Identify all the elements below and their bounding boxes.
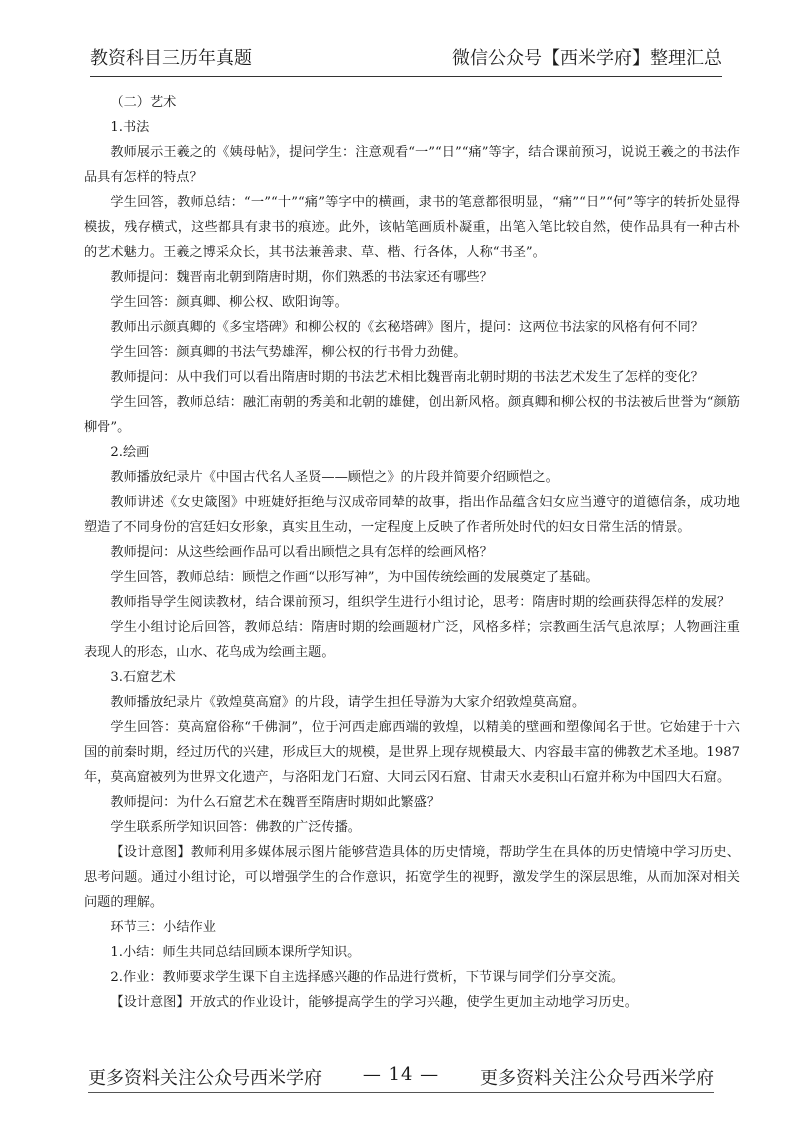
paragraph: 学生回答，教师总结：融汇南朝的秀美和北朝的雄健，创出新风格。颜真卿和柳公权的书法被后世誉为“颜筋柳骨”。 (84, 395, 740, 435)
page-number: — 14 — (362, 1064, 440, 1085)
paragraph: 1.小结：师生共同总结回顾本课所学知识。 (110, 945, 361, 960)
paragraph: 【设计意图】开放式的作业设计，能够提高学生的学习兴趣，使学生更加主动地学习历史。 (110, 995, 638, 1010)
paragraph: 学生回答：颜真卿、柳公权、欧阳询等。 (110, 295, 348, 310)
paragraph: 学生小组讨论后回答，教师总结：隋唐时期的绘画题材广泛，风格多样；宗教画生活气息浓厚；人物画注重表现人的形态，山水、花鸟成为绘画主题。 (84, 620, 740, 660)
paragraph: 教师播放纪录片《敦煌莫高窟》的片段，请学生担任导游为大家介绍敦煌莫高窟。 (110, 695, 586, 710)
paragraph: 环节三：小结作业 (110, 920, 216, 935)
paragraph: 教师提问：魏晋南北朝到隋唐时期，你们熟悉的书法家还有哪些？ (110, 270, 493, 285)
footer-left-note: 更多资料关注公众号西米学府 (88, 1068, 322, 1089)
paragraph: 教师播放纪录片《中国古代名人圣贤——顾恺之》的片段并简要介绍顾恺之。 (110, 470, 559, 485)
header-right-source: 微信公众号【西米学府】整理汇总 (452, 48, 722, 69)
page-footer (88, 1064, 714, 1093)
paragraph: 教师提问：为什么石窟艺术在魏晋至隋唐时期如此繁盛？ (110, 795, 441, 810)
paragraph: 教师讲述《女史箴图》中班婕妤拒绝与汉成帝同辇的故事，指出作品蕴含妇女应当遵守的道德信条，成功地塑造了不同身份的宫廷妇女形象，真实且生动，一定程度上反映了作者所处时代的妇女日常生活的情景。 (84, 495, 740, 535)
paragraph: 教师指导学生阅读教材，结合课前预习，组织学生进行小组讨论，思考：隋唐时期的绘画获得怎样的发展？ (110, 595, 731, 610)
header-left-title: 教资科目三历年真题 (90, 48, 252, 69)
footer-right-note: 更多资料关注公众号西米学府 (479, 1068, 714, 1089)
paragraph: 学生回答，教师总结：“一”“十”“痛”等字中的横画，隶书的笔意都很明显，“痛”“日”“何”等字的转折处显得模拔，残存横式，这些都具有隶书的痕迹。此外，该帖笔画质朴凝重，出笔入笔比较自然，使作品具有一种古朴的艺术魅力。王羲之博采众长，其书法兼善隶、草、楷、行各体，人称“书圣”。 (84, 195, 740, 260)
paragraph: （二）艺术 (110, 95, 177, 110)
paragraph: 学生回答：莫高窟俗称“千佛洞”，位于河西走廊西端的敦煌，以精美的壁画和塑像闻名于世。它始建于十六国的前秦时期，经过历代的兴建，形成巨大的规模，是世界上现存规模最大、内容最丰富的佛教艺术圣地。1987年，莫高窟被列为世界文化遗产，与洛阳龙门石窟、大同云冈石窟、甘肃天水麦积山石窟并称为中国四大石窟。 (84, 720, 740, 785)
paragraph: 教师展示王羲之的《姨母帖》，提问学生：注意观看“一”“日”“痛”等字，结合课前预习，说说王羲之的书法作品具有怎样的特点？ (84, 145, 740, 185)
page-header (90, 34, 722, 77)
paragraph: 教师提问：从这些绘画作品可以看出顾恺之具有怎样的绘画风格？ (110, 545, 493, 560)
paragraph: 学生回答，教师总结：顾恺之作画“以形写神”，为中国传统绘画的发展奠定了基础。 (110, 570, 599, 585)
paragraph: 【设计意图】教师利用多媒体展示图片能够营造具体的历史情境，帮助学生在具体的历史情境中学习历史、思考问题。通过小组讨论，可以增强学生的合作意识，拓宽学生的视野，激发学生的深层思维，从而加深对相关问题的理解。 (84, 845, 740, 910)
paragraph: 3.石窟艺术 (110, 670, 176, 685)
paragraph: 学生联系所学知识回答：佛教的广泛传播。 (110, 820, 361, 835)
paragraph: 1.书法 (110, 120, 150, 135)
paragraph: 2.绘画 (110, 445, 150, 460)
paragraph: 学生回答：颜真卿的书法气势雄浑，柳公权的行书骨力劲健。 (110, 345, 467, 360)
paragraph: 教师出示颜真卿的《多宝塔碑》和柳公权的《玄秘塔碑》图片，提问：这两位书法家的风格有何不同？ (110, 320, 704, 335)
paragraph: 2.作业：教师要求学生课下自主选择感兴趣的作品进行赏析，下节课与同学们分享交流。 (110, 970, 625, 985)
paragraph: 教师提问：从中我们可以看出隋唐时期的书法艺术相比魏晋南北朝时期的书法艺术发生了怎样的变化？ (110, 370, 704, 385)
document-body (84, 90, 740, 1015)
